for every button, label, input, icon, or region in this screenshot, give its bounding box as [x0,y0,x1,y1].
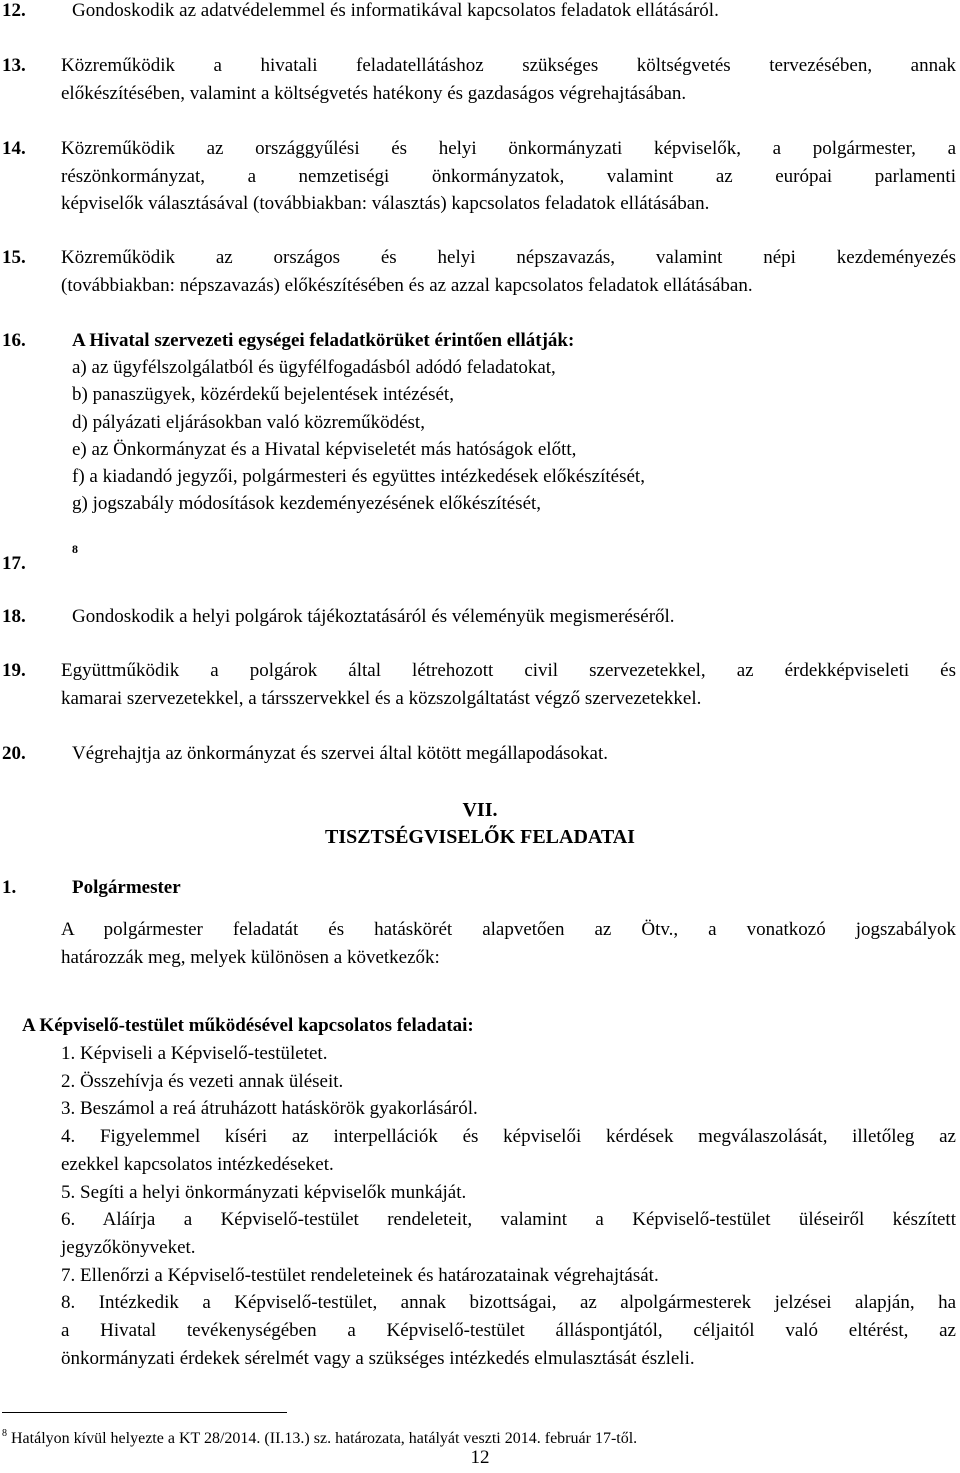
item-number: 20. [2,743,26,764]
item-line: g) jogszabály módosítások kezdeményezésének előkészítését, [72,493,542,515]
item-number: 16. [2,330,26,351]
subsection-heading: A Képviselő-testület működésével kapcsolatos feladatai: [22,1015,474,1036]
item-text [61,135,956,218]
item-text [72,0,956,25]
duty-line: 5. Segíti a helyi önkormányzati képviselők munkáját. [61,1181,467,1203]
chapter-number: VII. [462,799,498,821]
duty-line: 2. Összehívja és vezeti annak üléseit. [61,1070,344,1092]
item-number: 13. [2,55,26,76]
item-line: Közreműködik az országos és helyi népszavazás, valamint népi kezdeményezés [61,247,956,268]
duty-line: 4. Figyelemmel kíséri az interpellációk és képviselői kérdések megválaszolását, illetőleg az [61,1126,956,1148]
section-number: 1. [2,877,17,898]
duty-line: a Hivatal tevékenységében a Képviselő-testület álláspontjától, céljaitól való eltérést, az [61,1320,956,1342]
intro-line: határozzák meg, melyek különösen a következők: [61,947,440,968]
item-text [61,52,956,107]
item-number: 17. [2,553,26,574]
item-line: előkészítésében, valamint a költségvetés hatékony és gazdaságos végrehajtásában. [61,82,687,104]
item-heading: A Hivatal szervezeti egységei feladatkörüket érintően ellátják: [72,330,575,351]
item-line: Gondoskodik az adatvédelemmel és informatikával kapcsolatos feladatok ellátásáról. [72,0,719,21]
footnote-reference[interactable]: 8 [72,542,78,556]
duty-line: 7. Ellenőrzi a Képviselő-testület rendeleteinek és határozatainak végrehajtását. [61,1264,659,1286]
item-line: részönkormányzat, a nemzetiségi önkormányzatok, valamint az európai parlamenti [61,165,956,187]
list-item [2,52,956,107]
duty-line: önkormányzati érdekek sérelmét vagy a szükséges intézkedés elmulasztását észleli. [61,1347,695,1369]
list-item [2,244,956,299]
item-text [61,244,956,299]
item-line: (továbbiakban: népszavazás) előkészítésében és az azzal kapcsolatos feladatok ellátásában. [61,274,753,296]
item-line: kamarai szervezetekkel, a társszervekkel és a közszolgáltatást végző szervezetekkel. [61,687,702,709]
duty-line: ezekkel kapcsolatos intézkedéseket. [61,1153,334,1175]
item-number: 15. [2,247,26,268]
item-number: 12. [2,0,26,21]
item-line: d) pályázati eljárásokban való közreműködést, [72,411,425,433]
duty-line: 1. Képviseli a Képviselő-testületet. [61,1043,328,1064]
chapter-title: TISZTSÉGVISELŐK FELADATAI [325,826,635,848]
item-text [72,327,956,517]
duty-line: 6. Aláírja a Képviselő-testület rendeleteit, valamint a Képviselő-testület üléseiről készített [61,1209,956,1231]
item-line: Gondoskodik a helyi polgárok tájékoztatásáról és véleményük megismeréséről. [72,606,675,627]
list-item [2,603,956,631]
list-item [2,0,956,25]
section-intro [61,916,956,972]
item-text [72,740,956,768]
section-title: Polgármester [72,877,181,898]
item-line: a) az ügyfélszolgálatból és ügyfélfogadásból adódó feladatokat, [72,357,556,379]
list-item [2,327,956,517]
intro-line: A polgármester feladatát és hatáskörét alapvetően az Ötv., a vonatkozó jogszabályok [61,919,956,940]
duties-list [61,1040,956,1372]
duty-line: 3. Beszámol a reá átruházott hatáskörök gyakorlásáról. [61,1098,478,1120]
item-text [72,603,956,631]
item-line: f) a kiadandó jegyzői, polgármesteri és együttes intézkedések előkészítését, [72,466,645,488]
item-line: b) panaszügyek, közérdekű bejelentések intézését, [72,384,454,406]
item-number: 18. [2,606,26,627]
item-text [61,657,956,712]
item-line: Együttműködik a polgárok által létrehozott civil szervezetekkel, az érdekképviseleti és [61,660,956,681]
list-item [2,135,956,218]
item-line: képviselők választásával (továbbiakban: választás) kapcsolatos feladatok ellátásában. [61,193,710,214]
item-line: e) az Önkormányzat és a Hivatal képviseletét más hatóságok előtt, [72,438,577,460]
duty-line: 8. Intézkedik a Képviselő-testület, annak bizottságai, az alpolgármesterek jelzései alapján, ha [61,1292,956,1314]
item-number: 19. [2,660,26,681]
duty-line: jegyzőkönyveket. [61,1236,196,1258]
item-line: Végrehajtja az önkormányzat és szervei által kötött megállapodásokat. [72,743,609,764]
item-line: Közreműködik az országgyűlési és helyi önkormányzati képviselők, a polgármester, a [61,138,956,159]
footnote-separator [2,1412,287,1413]
page-number: 12 [470,1447,490,1468]
item-line: Közreműködik a hivatali feladatellátáshoz szükséges költségvetés tervezésében, annak [61,55,956,76]
item-number: 14. [2,138,26,159]
footnote-marker: 8 [2,1428,7,1439]
footnote-text: Hatályon kívül helyezte a KT 28/2014. (II.13.) sz. határozata, hatályát veszti 2014. február 17-től. [11,1430,638,1447]
list-item [2,657,956,712]
list-item [2,740,956,768]
